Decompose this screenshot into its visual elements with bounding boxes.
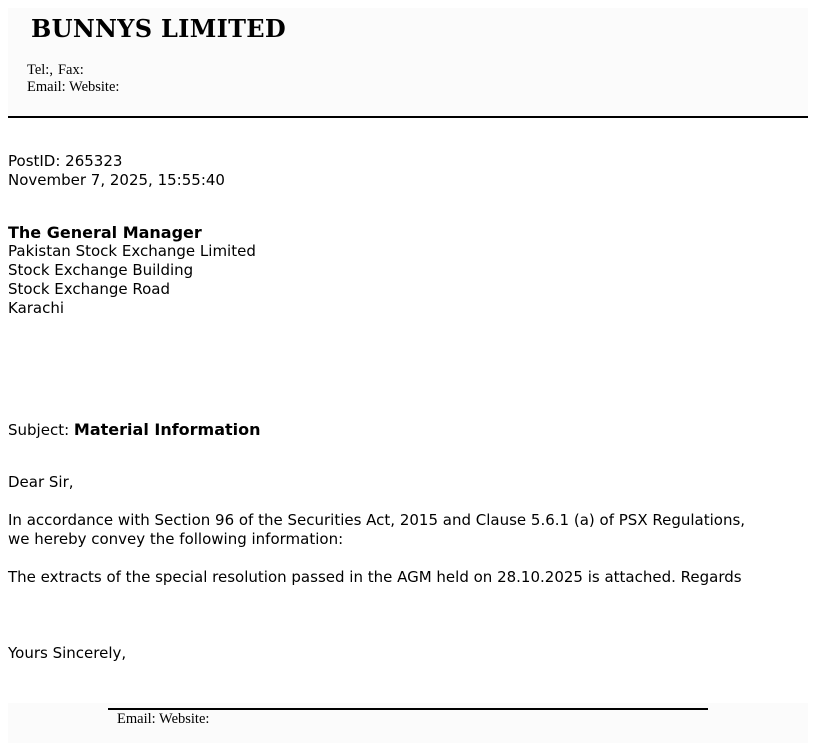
salutation: Dear Sir,	[8, 473, 74, 491]
fax-label: Fax:	[57, 62, 84, 78]
subject-line	[8, 420, 261, 440]
recipient-address-line: Stock Exchange Road	[8, 280, 170, 298]
recipient-address-line: Stock Exchange Building	[8, 261, 194, 279]
email-label: Email:	[27, 79, 66, 95]
paragraph-1-line-1: In accordance with Section 96 of the Securities Act, 2015 and Clause 5.6.1 (a) of PSX Regulations,	[8, 511, 746, 529]
footer-contact	[117, 711, 209, 728]
paragraph-2: The extracts of the special resolution passed in the AGM held on 28.10.2025 is attached. Regards	[8, 568, 742, 586]
letterhead-email-website	[27, 79, 119, 96]
recipient-title: The General Manager	[8, 223, 202, 242]
recipient-address-line: Karachi	[8, 299, 65, 317]
post-id: PostID: 265323	[8, 152, 123, 170]
closing: Yours Sincerely,	[8, 644, 127, 662]
letterhead-phone-fax	[27, 62, 84, 79]
website-label: Website:	[69, 79, 120, 95]
footer-divider	[108, 708, 708, 710]
footer-email-label: Email:	[117, 711, 156, 727]
paragraph-1-line-2: we hereby convey the following information:	[8, 530, 344, 548]
subject-value: Material Information	[73, 420, 261, 439]
header-divider	[8, 116, 808, 118]
subject-label: Subject:	[8, 421, 70, 439]
tel-label: Tel:,	[27, 62, 53, 78]
post-datetime: November 7, 2025, 15:55:40	[8, 171, 225, 189]
footer-website-label: Website:	[159, 711, 210, 727]
company-name: BUNNYS LIMITED	[31, 14, 286, 43]
recipient-address-line: Pakistan Stock Exchange Limited	[8, 242, 256, 260]
